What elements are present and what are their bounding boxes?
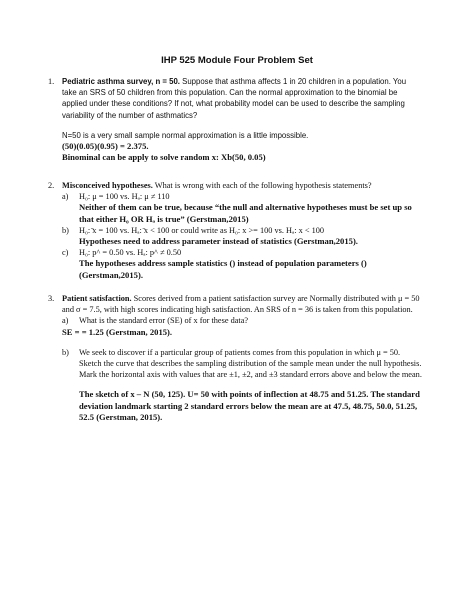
answer-line: SE = = 1.25 (Gerstman, 2015).	[62, 326, 173, 337]
sub-question-b	[62, 347, 422, 423]
question-text	[62, 76, 422, 121]
answer-note: N=50 is a very small sample normal approximation is a little impossible.	[62, 130, 309, 140]
sub-question-b	[62, 225, 422, 247]
page-title: IHP 525 Module Four Problem Set	[161, 55, 313, 66]
sub-question-label: b)	[62, 225, 69, 235]
sub-question-a	[62, 315, 422, 326]
answer-line: Neither of them can be true, because “the null and alternative hypotheses must be set up so that either H₀ OR Hₐ is true” (Gerstman,2015)	[79, 202, 412, 224]
question-heading: Misconceived hypotheses.	[62, 181, 153, 190]
sub-question-text: H₀: p^ = 0.50 vs. Hₐ: p^ ≠ 0.50	[79, 248, 182, 258]
question-2	[48, 180, 422, 281]
question-body: Scores derived from a patient satisfaction survey are Normally distributed with μ = 50 and σ = 7.5, with high scores indicating high satisfaction. An SRS of n = 36 is taken from this population.	[62, 294, 420, 315]
sub-question-a	[62, 191, 422, 225]
sub-question-label: a)	[62, 192, 69, 202]
sub-question-c	[62, 247, 422, 281]
answer-line: Binominal can be apply to solve random x: Xb(50, 0.05)	[62, 152, 266, 163]
question-number: 3.	[48, 294, 55, 303]
question-heading: Patient satisfaction.	[62, 294, 132, 303]
answer-line: Hypotheses need to address parameter instead of statistics (Gerstman,2015).	[79, 236, 358, 247]
question-text	[62, 293, 422, 315]
question-number: 1.	[48, 77, 55, 86]
sub-question-label: c)	[62, 248, 69, 258]
answer-line: The hypotheses address sample statistics () instead of population parameters () (Gerstman,2015).	[79, 258, 367, 280]
answer-line: The sketch of x – N (50, 125). U= 50 with points of inflection at 48.75 and 51.25. The standard deviation landmark starting 2 standard errors below the mean are at 47.5, 48.75, 50.0, 51.25, 52.5 (Gerstman, 2015).	[79, 389, 420, 422]
question-body: Suppose that asthma affects 1 in 20 children in a population. You take an SRS of 50 children from this population. Can the normal approximation to the binomial be applied under these conditions? If not, what probability model can be used to describe the sampling variability of the number of asthmatics?	[62, 77, 407, 120]
sub-question-label: a)	[62, 316, 69, 326]
sub-question-text: We seek to discover if a particular group of patients comes from this population in which μ = 50. Sketch the curve that describes the sampling distribution of the sample mean under the null hypothesis. Mark the horizontal axis with values that are ±1, ±2, and ±3 standard errors above and below the mean.	[79, 347, 422, 380]
sub-question-text: H₀: μ = 100 vs. Hₐ: μ ≠ 110	[79, 192, 170, 202]
answer-line: (50)(0.05)(0.95) = 2.375.	[62, 141, 149, 152]
question-body: What is wrong with each of the following hypothesis statements?	[152, 181, 372, 190]
question-text	[62, 180, 422, 191]
sub-question-text: What is the standard error (SE) of x for these data?	[79, 316, 249, 326]
question-heading: Pediatric asthma survey, n = 50.	[62, 77, 180, 86]
sub-question-text: H₀: ̄x = 100 vs. Hₐ: ̄x < 100 or could write as H₀: x >= 100 vs. Hₐ: x < 100	[79, 225, 325, 235]
sub-question-label: b)	[62, 347, 69, 357]
question-number: 2.	[48, 181, 55, 190]
question-3	[48, 293, 422, 423]
question-1	[48, 76, 422, 163]
